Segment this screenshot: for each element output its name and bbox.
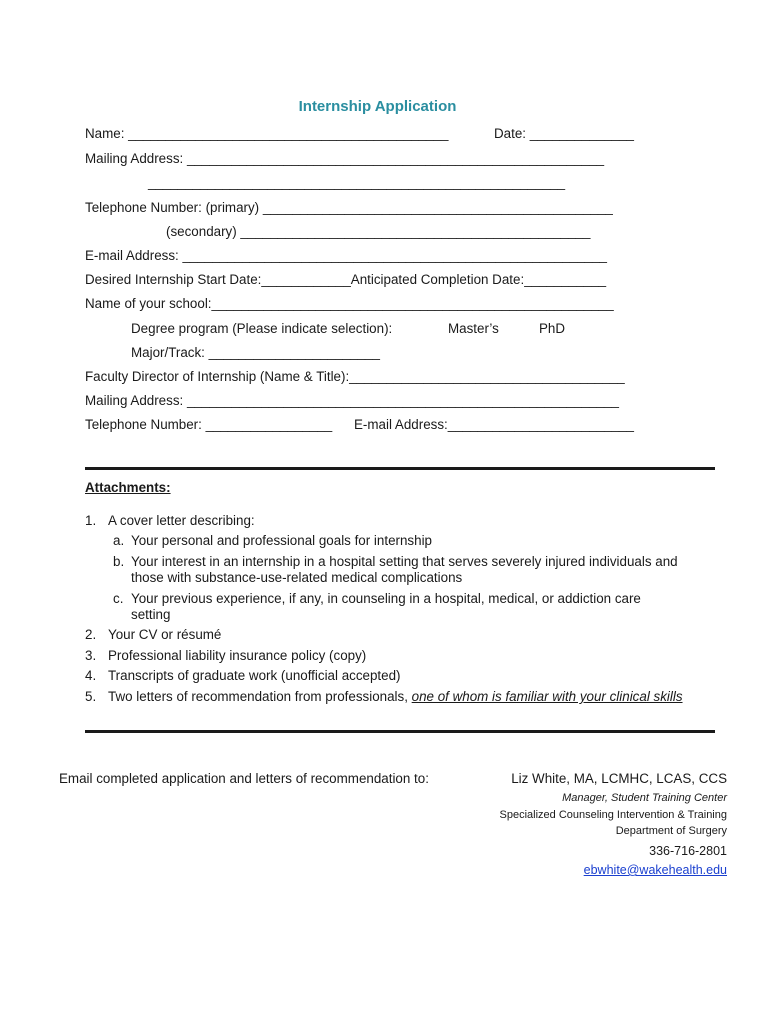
section-divider-top <box>85 467 715 470</box>
degree-option-masters[interactable]: Master’s <box>448 321 499 336</box>
contact-department-surgery: Department of Surgery <box>615 825 727 837</box>
section-divider-bottom <box>85 730 715 733</box>
list-item-number: b. <box>113 554 125 569</box>
contact-name: Liz White, MA, LCMHC, LCAS, CCS <box>511 771 727 786</box>
list-item-number: 4. <box>85 668 97 683</box>
list-item <box>85 606 725 623</box>
list-item <box>85 688 725 705</box>
list-item-number: 2. <box>85 627 97 642</box>
faculty-phone-field[interactable]: Telephone Number: _________________ <box>85 417 333 432</box>
school-field[interactable]: Name of your school:______________________________________________________ <box>85 296 614 311</box>
degree-program-label: Degree program (Please indicate selection): <box>131 321 393 336</box>
phone-secondary-field[interactable]: (secondary) _______________________________________________ <box>166 224 591 239</box>
faculty-email-field[interactable]: E-mail Address:_________________________ <box>354 417 634 432</box>
phone-primary-field[interactable]: Telephone Number: (primary) _______________________________________________ <box>85 200 613 215</box>
list-item-text: setting <box>131 607 171 622</box>
date-field[interactable]: Date: ______________ <box>494 126 634 141</box>
list-item-text: Your previous experience, if any, in counseling in a hospital, medical, or addiction care <box>131 591 641 606</box>
list-item <box>85 512 725 529</box>
list-item-number: c. <box>113 591 124 606</box>
start-completion-date-field[interactable]: Desired Internship Start Date:____________Anticipated Completion Date:___________ <box>85 272 607 287</box>
mailing-address-field[interactable]: Mailing Address: ________________________________________________________ <box>85 151 605 166</box>
list-item-number: 3. <box>85 648 97 663</box>
contact-email-link[interactable]: ebwhite@wakehealth.edu <box>583 863 727 877</box>
list-item-text: Your personal and professional goals for internship <box>131 533 432 548</box>
list-item-number: a. <box>113 533 125 548</box>
list-item-text: Professional liability insurance policy (copy) <box>108 648 367 663</box>
list-item <box>85 667 725 684</box>
list-item-text: those with substance-use-related medical complications <box>131 570 463 585</box>
contact-department: Specialized Counseling Intervention & Training <box>499 809 727 821</box>
contact-phone: 336-716-2801 <box>649 844 727 858</box>
list-item-number: 5. <box>85 689 97 704</box>
faculty-director-field[interactable]: Faculty Director of Internship (Name & Title):_____________________________________ <box>85 369 625 384</box>
list-item <box>85 647 725 664</box>
degree-option-phd[interactable]: PhD <box>539 321 566 336</box>
list-item-number: 1. <box>85 513 97 528</box>
submission-instruction: Email completed application and letters of recommendation to: <box>59 771 429 786</box>
faculty-mailing-address-field[interactable]: Mailing Address: __________________________________________________________ <box>85 393 619 408</box>
mailing-address-line2[interactable]: ________________________________________________________ <box>148 175 566 190</box>
list-item-text: Your CV or résumé <box>108 627 222 642</box>
list-item <box>85 626 725 643</box>
page-title: Internship Application <box>298 98 457 115</box>
list-item <box>85 569 725 586</box>
list-item-text: Two letters of recommendation from professionals, <box>108 689 412 704</box>
list-item <box>85 590 725 607</box>
contact-title: Manager, Student Training Center <box>562 792 727 804</box>
list-item <box>85 553 725 570</box>
email-field[interactable]: E-mail Address: _________________________________________________________ <box>85 248 607 263</box>
list-item-text: Transcripts of graduate work (unofficial accepted) <box>108 668 401 683</box>
clinical-skills-emphasis: one of whom is familiar with your clinical skills <box>411 689 683 704</box>
major-track-field[interactable]: Major/Track: _______________________ <box>131 345 380 360</box>
list-item <box>85 532 725 549</box>
list-item-text: Your interest in an internship in a hospital setting that serves severely injured individuals and <box>131 554 678 569</box>
attachments-heading: Attachments: <box>85 480 171 495</box>
list-item-text: A cover letter describing: <box>108 513 255 528</box>
name-field[interactable]: Name: ___________________________________________ <box>85 126 449 141</box>
